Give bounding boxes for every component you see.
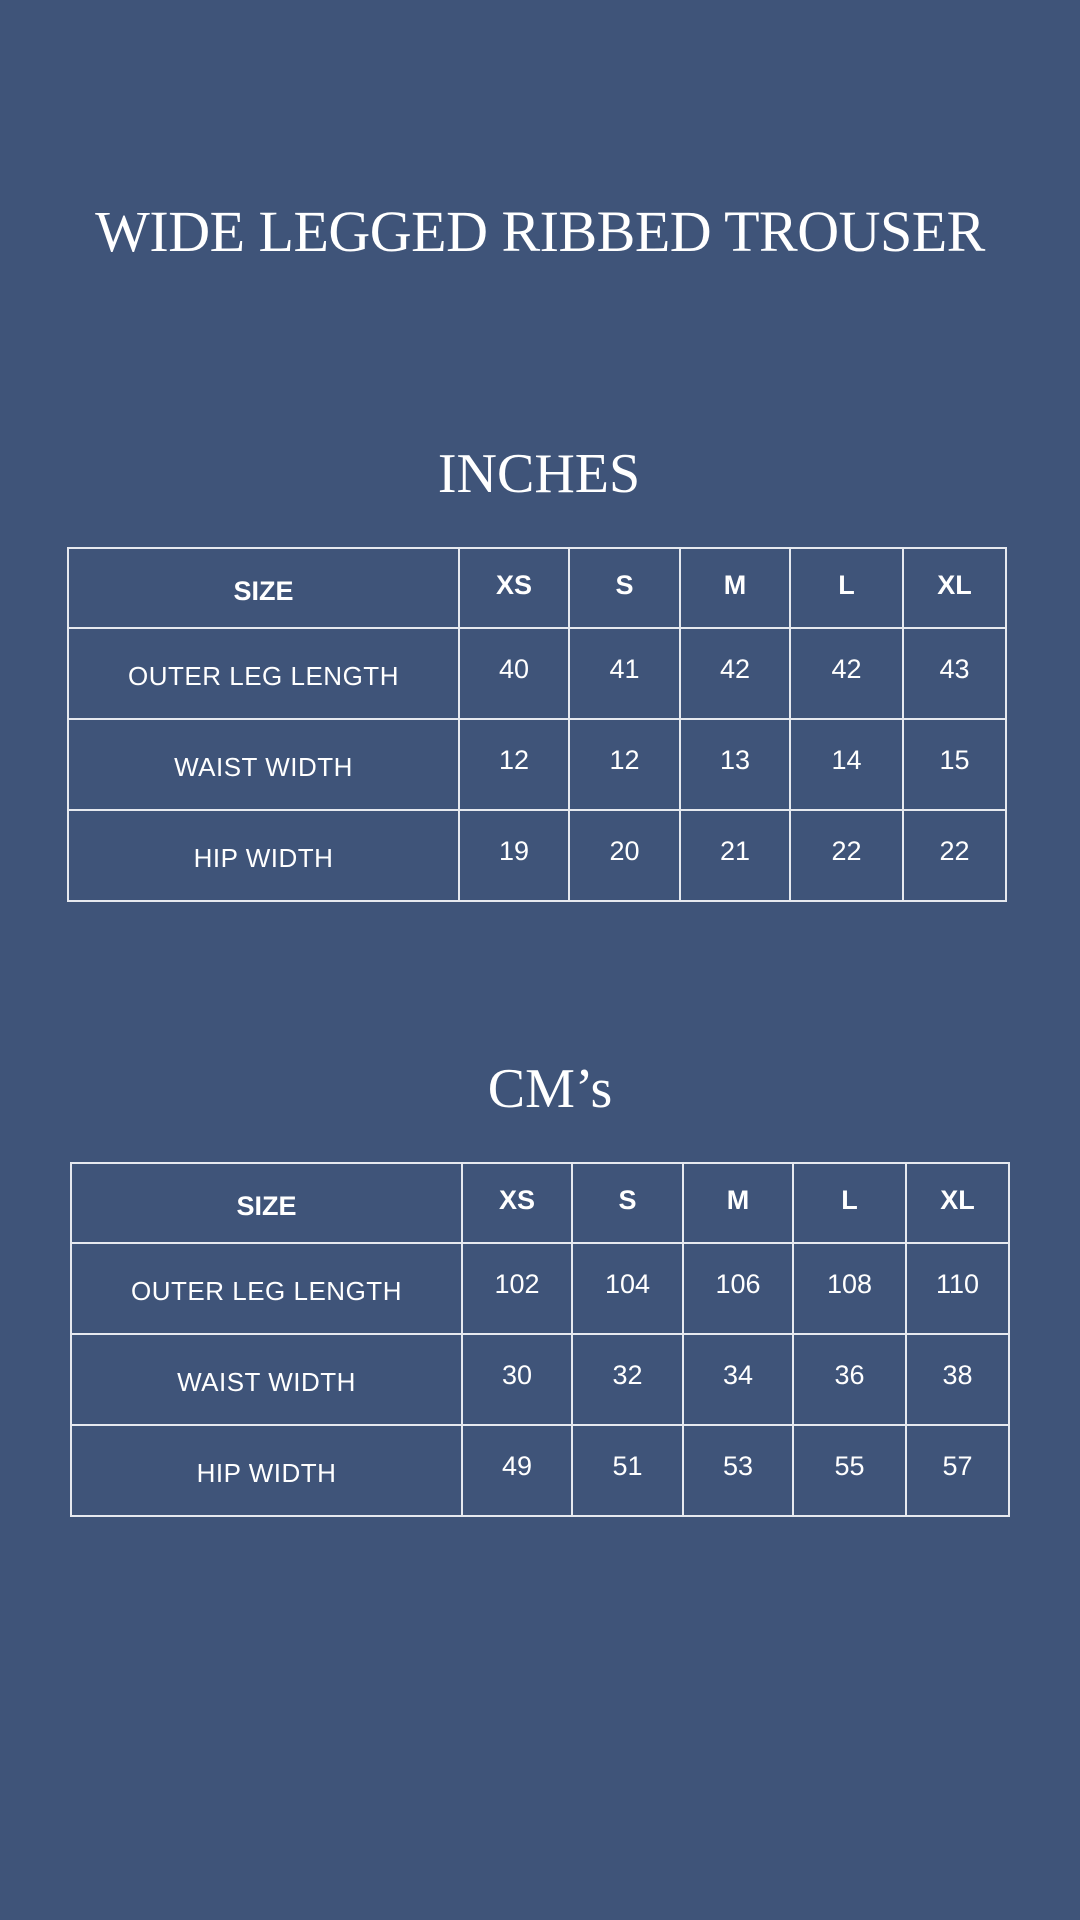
value-cell: 20 bbox=[569, 810, 680, 901]
size-s-header: S bbox=[569, 548, 680, 628]
value-cell: 57 bbox=[906, 1425, 1009, 1516]
row-label-outer-leg-length: OUTER LEG LENGTH bbox=[71, 1243, 462, 1334]
value-cell: 30 bbox=[462, 1334, 572, 1425]
value-cell: 12 bbox=[569, 719, 680, 810]
size-xl-header: XL bbox=[903, 548, 1006, 628]
size-l-header: L bbox=[793, 1163, 906, 1243]
table-header-row bbox=[68, 548, 1006, 628]
inches-size-table bbox=[67, 547, 1007, 902]
value-cell: 110 bbox=[906, 1243, 1009, 1334]
row-label-outer-leg-length: OUTER LEG LENGTH bbox=[68, 628, 459, 719]
value-cell: 42 bbox=[790, 628, 903, 719]
table-row bbox=[71, 1243, 1009, 1334]
value-cell: 34 bbox=[683, 1334, 793, 1425]
cms-size-table bbox=[70, 1162, 1010, 1517]
value-cell: 108 bbox=[793, 1243, 906, 1334]
value-cell: 40 bbox=[459, 628, 569, 719]
table-row bbox=[71, 1425, 1009, 1516]
table-header-row bbox=[71, 1163, 1009, 1243]
value-cell: 102 bbox=[462, 1243, 572, 1334]
value-cell: 41 bbox=[569, 628, 680, 719]
value-cell: 13 bbox=[680, 719, 790, 810]
value-cell: 21 bbox=[680, 810, 790, 901]
value-cell: 55 bbox=[793, 1425, 906, 1516]
value-cell: 15 bbox=[903, 719, 1006, 810]
value-cell: 36 bbox=[793, 1334, 906, 1425]
size-xl-header: XL bbox=[906, 1163, 1009, 1243]
value-cell: 32 bbox=[572, 1334, 683, 1425]
row-label-hip-width: HIP WIDTH bbox=[68, 810, 459, 901]
size-xs-header: XS bbox=[459, 548, 569, 628]
value-cell: 38 bbox=[906, 1334, 1009, 1425]
value-cell: 42 bbox=[680, 628, 790, 719]
row-label-waist-width: WAIST WIDTH bbox=[68, 719, 459, 810]
row-label-hip-width: HIP WIDTH bbox=[71, 1425, 462, 1516]
size-l-header: L bbox=[790, 548, 903, 628]
value-cell: 22 bbox=[790, 810, 903, 901]
table-row bbox=[68, 810, 1006, 901]
size-m-header: M bbox=[680, 548, 790, 628]
value-cell: 104 bbox=[572, 1243, 683, 1334]
table-row bbox=[68, 628, 1006, 719]
size-m-header: M bbox=[683, 1163, 793, 1243]
size-header-cell: SIZE bbox=[71, 1163, 462, 1243]
inches-heading: INCHES bbox=[437, 443, 641, 505]
row-label-waist-width: WAIST WIDTH bbox=[71, 1334, 462, 1425]
value-cell: 53 bbox=[683, 1425, 793, 1516]
value-cell: 43 bbox=[903, 628, 1006, 719]
value-cell: 51 bbox=[572, 1425, 683, 1516]
size-header-cell: SIZE bbox=[68, 548, 459, 628]
value-cell: 19 bbox=[459, 810, 569, 901]
value-cell: 22 bbox=[903, 810, 1006, 901]
value-cell: 106 bbox=[683, 1243, 793, 1334]
table-row bbox=[71, 1334, 1009, 1425]
cms-heading: CM’s bbox=[487, 1058, 613, 1120]
value-cell: 49 bbox=[462, 1425, 572, 1516]
size-xs-header: XS bbox=[462, 1163, 572, 1243]
value-cell: 14 bbox=[790, 719, 903, 810]
table-row bbox=[68, 719, 1006, 810]
value-cell: 12 bbox=[459, 719, 569, 810]
size-s-header: S bbox=[572, 1163, 683, 1243]
page-title: WIDE LEGGED RIBBED TROUSER bbox=[95, 199, 985, 264]
